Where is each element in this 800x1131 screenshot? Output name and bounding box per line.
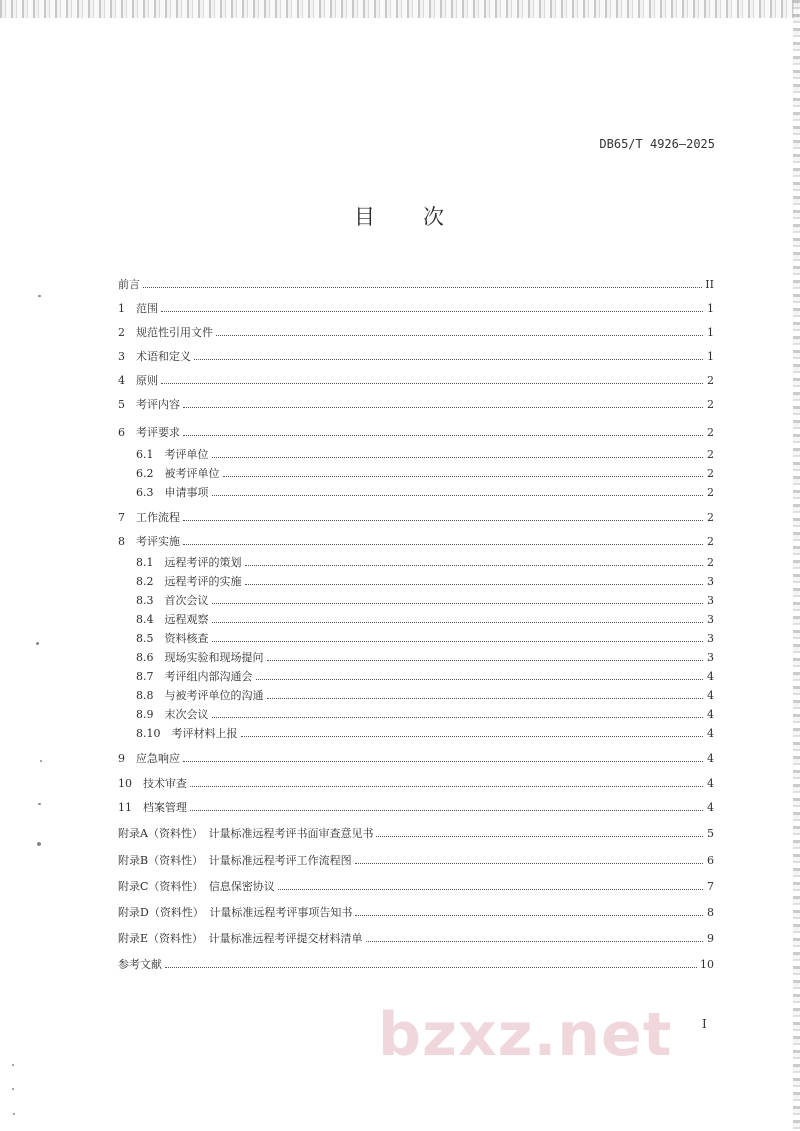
toc-entry-page: 4 <box>707 777 714 790</box>
toc-entry <box>118 325 714 341</box>
toc-entry-label: 附录E（资料性） 计量标准远程考评提交材料清单 <box>118 932 363 945</box>
toc-entry-label: 8.6 现场实验和现场提问 <box>136 651 264 664</box>
dot-leader <box>183 761 703 762</box>
toc-entry-label: 附录A（资料性） 计量标准远程考评书面审查意见书 <box>118 827 374 840</box>
dot-leader <box>366 941 703 942</box>
toc-entry-page: 7 <box>707 880 714 893</box>
dot-leader <box>216 335 703 336</box>
toc-entry-label: 9 应急响应 <box>118 752 180 765</box>
toc-entry <box>118 931 714 947</box>
toc-entry-page: 2 <box>707 486 714 499</box>
toc-entry-label: 11 档案管理 <box>118 801 187 814</box>
toc-entry <box>136 555 714 571</box>
toc-entry <box>118 776 714 792</box>
toc-entry <box>118 301 714 317</box>
dot-leader <box>355 915 703 916</box>
toc-entry <box>118 751 714 767</box>
toc-entry <box>136 650 714 666</box>
toc-title-char: 次 <box>423 205 446 229</box>
toc-entry <box>118 425 714 441</box>
toc-entry <box>118 879 714 895</box>
dot-leader <box>165 967 697 968</box>
toc-entry-label: 6.3 申请事项 <box>136 486 209 499</box>
toc-entry-label: 参考文献 <box>118 958 162 971</box>
toc-entry <box>136 612 714 628</box>
toc-entry-page: 4 <box>707 752 714 765</box>
toc-entry-label: 6 考评要求 <box>118 426 180 439</box>
dot-leader <box>245 584 704 585</box>
dot-leader <box>190 810 703 811</box>
toc-entry-page: 2 <box>707 511 714 524</box>
toc-entry-page: 10 <box>700 958 714 971</box>
toc-entry-page: 6 <box>707 854 714 867</box>
toc-entry-page: 2 <box>707 556 714 569</box>
toc-entry-label: 10 技术审查 <box>118 777 187 790</box>
toc-entry-label: 附录D（资料性） 计量标准远程考评事项告知书 <box>118 906 353 919</box>
toc-entry-page: 3 <box>707 594 714 607</box>
toc-entry-page: 5 <box>707 827 714 840</box>
toc-entry-page: 1 <box>707 302 714 315</box>
toc-entry-label: 8.7 考评组内部沟通会 <box>136 670 253 683</box>
toc-entry <box>136 688 714 704</box>
toc-entry <box>136 707 714 723</box>
toc-entry-label: 8.8 与被考评单位的沟通 <box>136 689 264 702</box>
toc-entry-page: 2 <box>707 448 714 461</box>
toc-entry-page: 1 <box>707 350 714 363</box>
toc-entry-label: 7 工作流程 <box>118 511 180 524</box>
toc-entry-label: 附录B（资料性） 计量标准远程考评工作流程图 <box>118 854 352 867</box>
toc-entry-label: 附录C（资料性） 信息保密协议 <box>118 880 275 893</box>
toc-entry <box>136 726 714 742</box>
toc-entry <box>118 373 714 389</box>
toc-entry-label: 6.2 被考评单位 <box>136 467 220 480</box>
toc-entry-page: 2 <box>707 535 714 548</box>
toc-entry-page: 3 <box>707 632 714 645</box>
toc-entry-page: 4 <box>707 670 714 683</box>
toc-entry-page: 4 <box>707 801 714 814</box>
toc-entry-label: 8.1 远程考评的策划 <box>136 556 242 569</box>
toc-entry-page: 3 <box>707 651 714 664</box>
toc-entry-label: 8.3 首次会议 <box>136 594 209 607</box>
document-code: DB65/T 4926—2025 <box>599 137 715 151</box>
dot-leader <box>212 622 704 623</box>
toc-entry <box>136 593 714 609</box>
toc-entry <box>136 466 714 482</box>
toc-entry-page: 9 <box>707 932 714 945</box>
toc-entry <box>118 905 714 921</box>
toc-title-char: 目 <box>354 205 377 229</box>
toc-entry <box>118 800 714 816</box>
toc-entry <box>118 534 714 550</box>
toc-entry <box>136 485 714 501</box>
toc-entry-label: 5 考评内容 <box>118 398 180 411</box>
toc-entry <box>118 397 714 413</box>
dot-leader <box>183 544 703 545</box>
toc-entry-label: 1 范围 <box>118 302 158 315</box>
dot-leader <box>245 565 704 566</box>
toc-entry-page: 2 <box>707 426 714 439</box>
dot-leader <box>183 407 703 408</box>
dot-leader <box>376 836 703 837</box>
dot-leader <box>161 311 703 312</box>
dot-leader <box>256 679 704 680</box>
dot-leader <box>212 603 704 604</box>
toc-entry <box>136 574 714 590</box>
dot-leader <box>212 641 704 642</box>
toc-entry-label: 6.1 考评单位 <box>136 448 209 461</box>
toc-entry-label: 8.10 考评材料上报 <box>136 727 238 740</box>
toc-entry-label: 8.4 远程观察 <box>136 613 209 626</box>
dot-leader <box>267 660 704 661</box>
toc-entry-label: 8 考评实施 <box>118 535 180 548</box>
toc-entry-page: 4 <box>707 708 714 721</box>
toc-entry-page: II <box>705 278 714 291</box>
toc-entry <box>118 826 714 842</box>
toc-entry-page: 2 <box>707 374 714 387</box>
watermark: bzxz.net <box>378 1000 673 1070</box>
toc-entry-page: 4 <box>707 727 714 740</box>
toc-entry-page: 3 <box>707 575 714 588</box>
toc-entry-label: 前言 <box>118 278 140 291</box>
toc-entry-label: 8.2 远程考评的实施 <box>136 575 242 588</box>
toc-entry-label: 4 原则 <box>118 374 158 387</box>
toc-entry <box>118 957 714 973</box>
toc-entry-label: 3 术语和定义 <box>118 350 191 363</box>
dot-leader <box>267 698 704 699</box>
dot-leader <box>183 435 703 436</box>
toc-entry <box>136 631 714 647</box>
toc-entry <box>136 447 714 463</box>
toc-entry-label: 2 规范性引用文件 <box>118 326 213 339</box>
dot-leader <box>183 520 703 521</box>
toc-entry <box>118 853 714 869</box>
dot-leader <box>143 287 702 288</box>
dot-leader <box>161 383 703 384</box>
toc-entry <box>118 349 714 365</box>
dot-leader <box>194 359 703 360</box>
toc-entry-page: 2 <box>707 467 714 480</box>
toc-entry-page: 3 <box>707 613 714 626</box>
toc-entry-page: 4 <box>707 689 714 702</box>
toc-entry <box>136 669 714 685</box>
toc-entry <box>118 510 714 526</box>
dot-leader <box>212 495 704 496</box>
dot-leader <box>212 717 704 718</box>
toc-entry-page: 2 <box>707 398 714 411</box>
page-number: I <box>702 1017 707 1031</box>
dot-leader <box>190 786 703 787</box>
dot-leader <box>241 736 704 737</box>
dot-leader <box>355 863 703 864</box>
dot-leader <box>212 457 704 458</box>
toc-entry-label: 8.9 末次会议 <box>136 708 209 721</box>
toc-entry-label: 8.5 资料核查 <box>136 632 209 645</box>
toc-entry-page: 1 <box>707 326 714 339</box>
toc-entry <box>118 277 714 293</box>
dot-leader <box>223 476 704 477</box>
dot-leader <box>278 889 703 890</box>
toc-entry-page: 8 <box>707 906 714 919</box>
